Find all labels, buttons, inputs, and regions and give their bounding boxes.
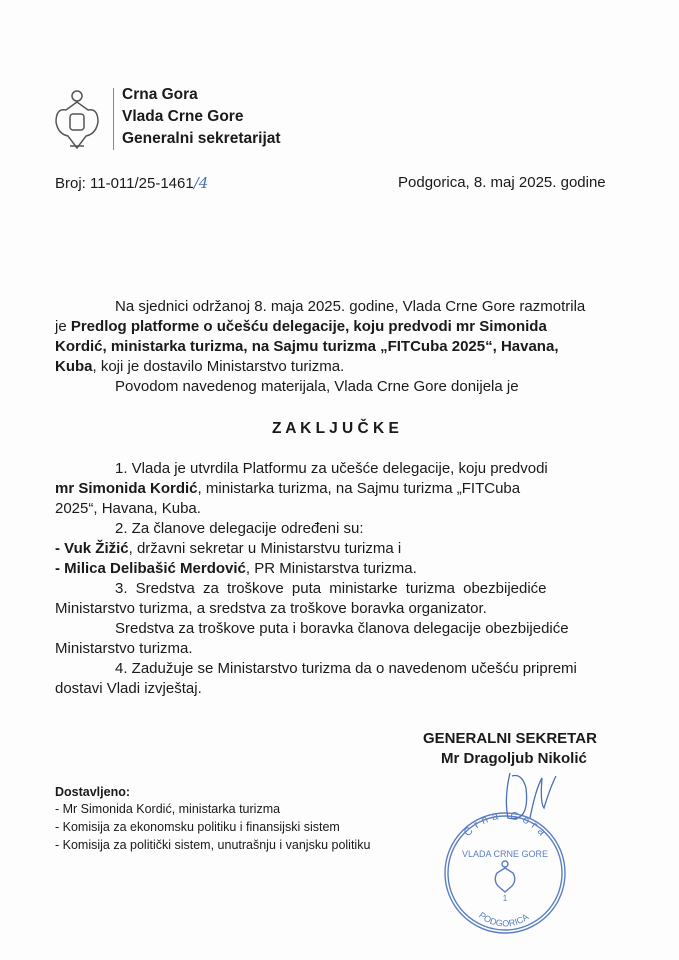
header-country: Crna Gora — [122, 86, 198, 103]
text: mr Simonida Kordić — [55, 480, 198, 497]
coat-of-arms-icon — [52, 88, 102, 154]
stamp-inner-text: VLADA CRNE GORE — [461, 849, 549, 859]
material-title: Kordić, ministarka turizma, na Sajmu turizma „FITCuba 2025“, Havana, — [55, 338, 559, 355]
handwritten-suffix: /4 — [193, 174, 209, 192]
intro-line — [55, 318, 547, 335]
distribution-item: - Komisija za politički sistem, unutrašnju i vanjsku politiku — [55, 838, 371, 852]
conclusions-title: Z A K L J U Č K E — [272, 420, 399, 437]
stamp-outer-text: Crna Gora — [461, 809, 551, 842]
text: - Milica Delibašić Merdović — [55, 560, 246, 577]
delegation-member — [55, 540, 401, 557]
text: Kuba — [55, 358, 93, 375]
text: , koji je dostavilo Ministarstvo turizma. — [92, 358, 345, 375]
intro-line — [55, 358, 344, 375]
signatory-name: Mr Dragoljub Nikolić — [441, 750, 587, 767]
intro-line: Na sjednici održanoj 8. maja 2025. godine, Vlada Crne Gore razmotrila — [115, 298, 586, 315]
text: je — [55, 318, 71, 335]
header-government: Vlada Crne Gore — [122, 108, 244, 125]
stamp-city: PODGORICA — [477, 909, 531, 929]
text: , PR Ministarstva turizma. — [245, 560, 417, 577]
handwritten-signature — [500, 768, 560, 828]
intro-line: Povodom navedenog materijala, Vlada Crne Gore donijela je — [115, 378, 519, 395]
header-secretariat: Generalni sekretarijat — [122, 130, 281, 147]
material-title: Predlog platforme o učešću delegacije, koju predvodi mr Simonida — [70, 318, 547, 335]
delegation-member — [55, 560, 417, 577]
conclusion-item: 3. Sredstva za troškove puta ministarke turizma obezbijediće — [115, 580, 547, 597]
conclusion-item: Ministarstvo turizma, a sredstva za troškove boravka organizator. — [55, 600, 487, 617]
header-divider — [113, 88, 114, 150]
conclusion-item: 4. Zadužuje se Ministarstvo turizma da o navedenom učešću pripremi — [115, 660, 577, 677]
signatory-title: GENERALNI SEKRETAR — [423, 730, 597, 747]
reference-number — [55, 174, 208, 192]
conclusion-item — [55, 480, 520, 497]
conclusion-item: Sredstva za troškove puta i boravka članova delegacije obezbijediće — [115, 620, 569, 637]
distribution-item: - Mr Simonida Kordić, ministarka turizma — [55, 802, 281, 816]
conclusion-item: 1. Vlada je utvrdila Platformu za učešće delegacije, koju predvodi — [115, 460, 548, 477]
conclusion-item: Ministarstvo turizma. — [55, 640, 193, 657]
place-date: Podgorica, 8. maj 2025. godine — [398, 174, 606, 191]
conclusion-item: dostavi Vladi izvještaj. — [55, 680, 202, 697]
stamp-number: 1 — [502, 894, 508, 903]
text: , državni sekretar u Ministarstvu turizma i — [128, 540, 402, 557]
ref-number-text: Broj: 11-011/25-1461 — [55, 175, 194, 192]
conclusion-item: 2. Za članove delegacije određeni su: — [115, 520, 364, 537]
text: - Vuk Žižić — [55, 540, 129, 557]
distribution-label: Dostavljeno: — [55, 785, 131, 799]
text: , ministarka turizma, na Sajmu turizma „FITCuba — [197, 480, 521, 497]
conclusion-item: 2025“, Havana, Kuba. — [55, 500, 201, 517]
distribution-item: - Komisija za ekonomsku politiku i finansijski sistem — [55, 820, 340, 834]
